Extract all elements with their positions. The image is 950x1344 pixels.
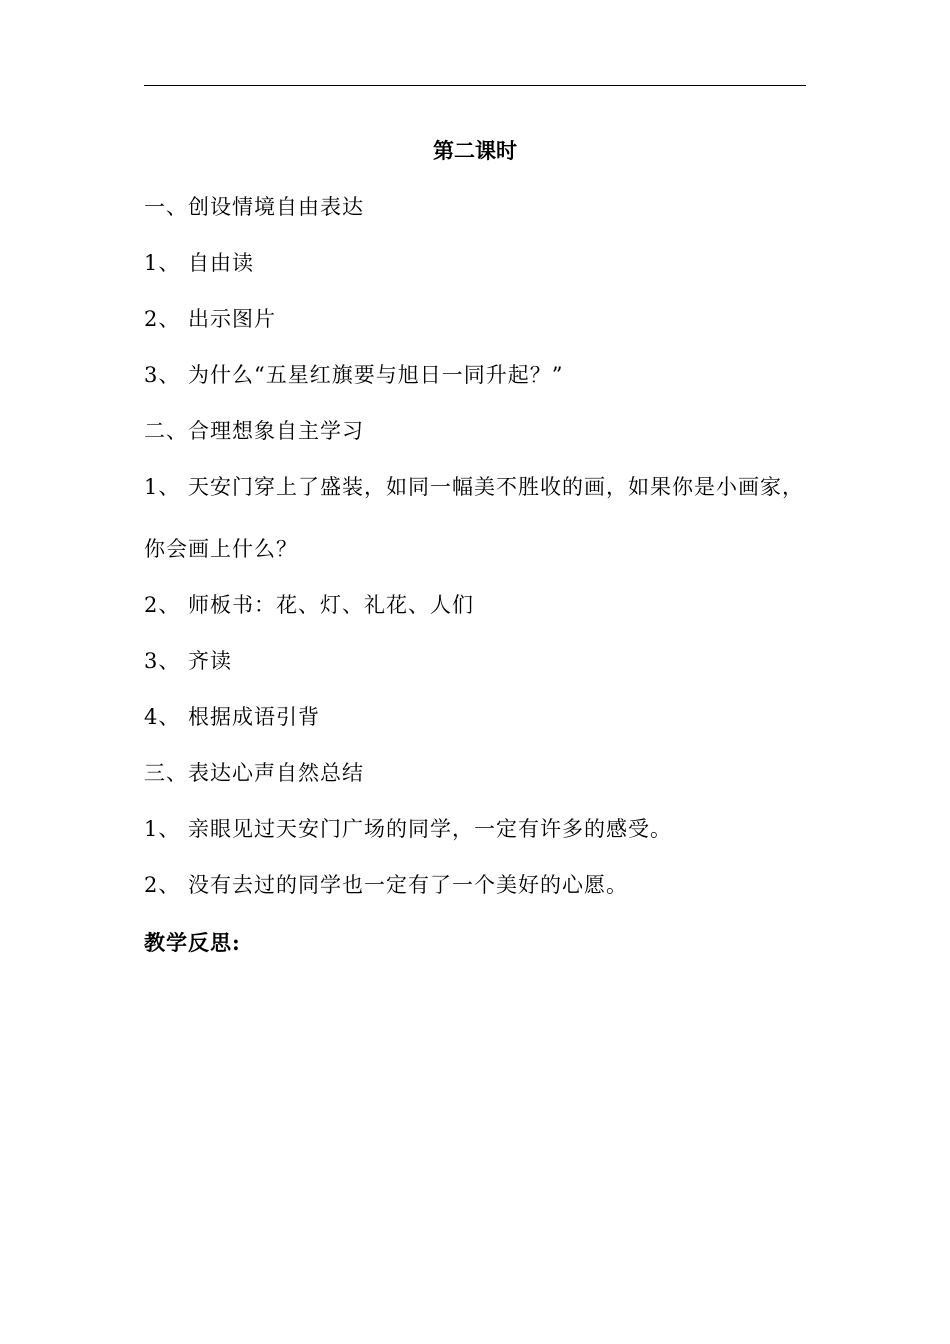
list-item: 2、 师板书：花、灯、礼花、人们 (144, 593, 475, 617)
list-item: 3、 齐读 (144, 649, 233, 673)
list-item: 4、 根据成语引背 (144, 705, 321, 729)
list-item: 1、 自由读 (144, 251, 255, 275)
reflection-label: 教学反思: (144, 930, 241, 955)
list-item: 1、 天安门穿上了盛装，如同一幅美不胜收的画，如果你是小画家， (144, 475, 805, 499)
list-item: 2、 出示图片 (144, 307, 277, 331)
section-heading-3: 三、表达心声自然总结 (144, 761, 364, 785)
header-rule (144, 85, 806, 86)
section-heading-1: 一、创设情境自由表达 (144, 195, 364, 219)
list-item: 2、 没有去过的同学也一定有了一个美好的心愿。 (144, 873, 629, 897)
list-item: 3、 为什么“五星红旗要与旭日一同升起？” (144, 363, 564, 387)
list-item-continuation: 你会画上什么？ (144, 537, 298, 561)
list-item: 1、 亲眼见过天安门广场的同学，一定有许多的感受。 (144, 817, 673, 841)
section-heading-2: 二、合理想象自主学习 (144, 419, 364, 443)
lesson-title: 第二课时 (433, 138, 517, 163)
